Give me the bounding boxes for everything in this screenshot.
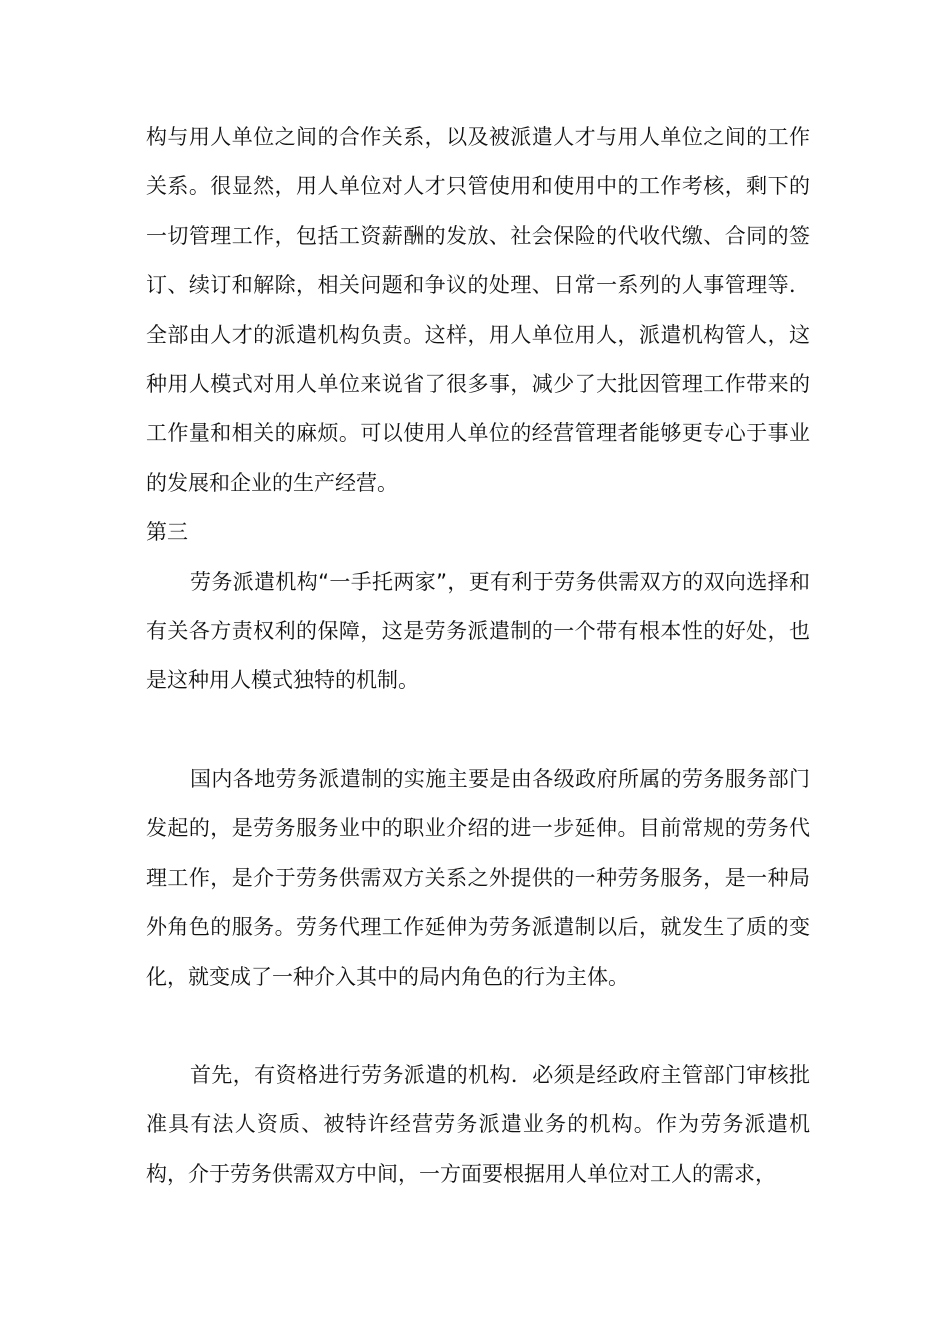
paragraph-first-qualification: 首先，有资格进行劳务派遣的机构．必须是经政府主管部门审核批准具有法人资质、被特许经营劳务派遣业务的机构。作为劳务派遣机构，介于劳务供需双方中间，一方面要根据用人单位对工人的需求， bbox=[146, 1062, 810, 1186]
document-page bbox=[146, 113, 810, 1199]
paragraph-continued: 构与用人单位之间的合作关系，以及被派遣人才与用人单位之间的工作关系。很显然，用人单位对人才只管使用和使用中的工作考核，剩下的一切管理工作，包括工资薪酬的发放、社会保险的代收代缴、合同的签订、续订和解除，相关问题和争议的处理、日常一系列的人事管理等．全部由人才的派遣机构负责。这样，用人单位用人，派遣机构管人，这种用人模式对用人单位来说省了很多事，减少了大批因管理工作带来的工作量和相关的麻烦。可以使用人单位的经营管理者能够更专心于事业的发展和企业的生产经营。 bbox=[146, 125, 810, 495]
paragraph-domestic-implementation: 国内各地劳务派遣制的实施主要是由各级政府所属的劳务服务部门发起的，是劳务服务业中的职业介绍的进一步延伸。目前常规的劳务代理工作，是介于劳务供需双方关系之外提供的一种劳务服务，是一种局外角色的服务。劳务代理工作延伸为劳务派遣制以后，就发生了质的变化，就变成了一种介入其中的局内角色的行为主体。 bbox=[146, 766, 810, 989]
paragraph-dispatch-agency: 劳务派遣机构“一手托两家”，更有利于劳务供需双方的双向选择和有关各方责权利的保障，这是劳务派遣制的一个带有根本性的好处，也是这种用人模式独特的机制。 bbox=[146, 569, 810, 693]
section-heading: 第三 bbox=[146, 520, 188, 545]
